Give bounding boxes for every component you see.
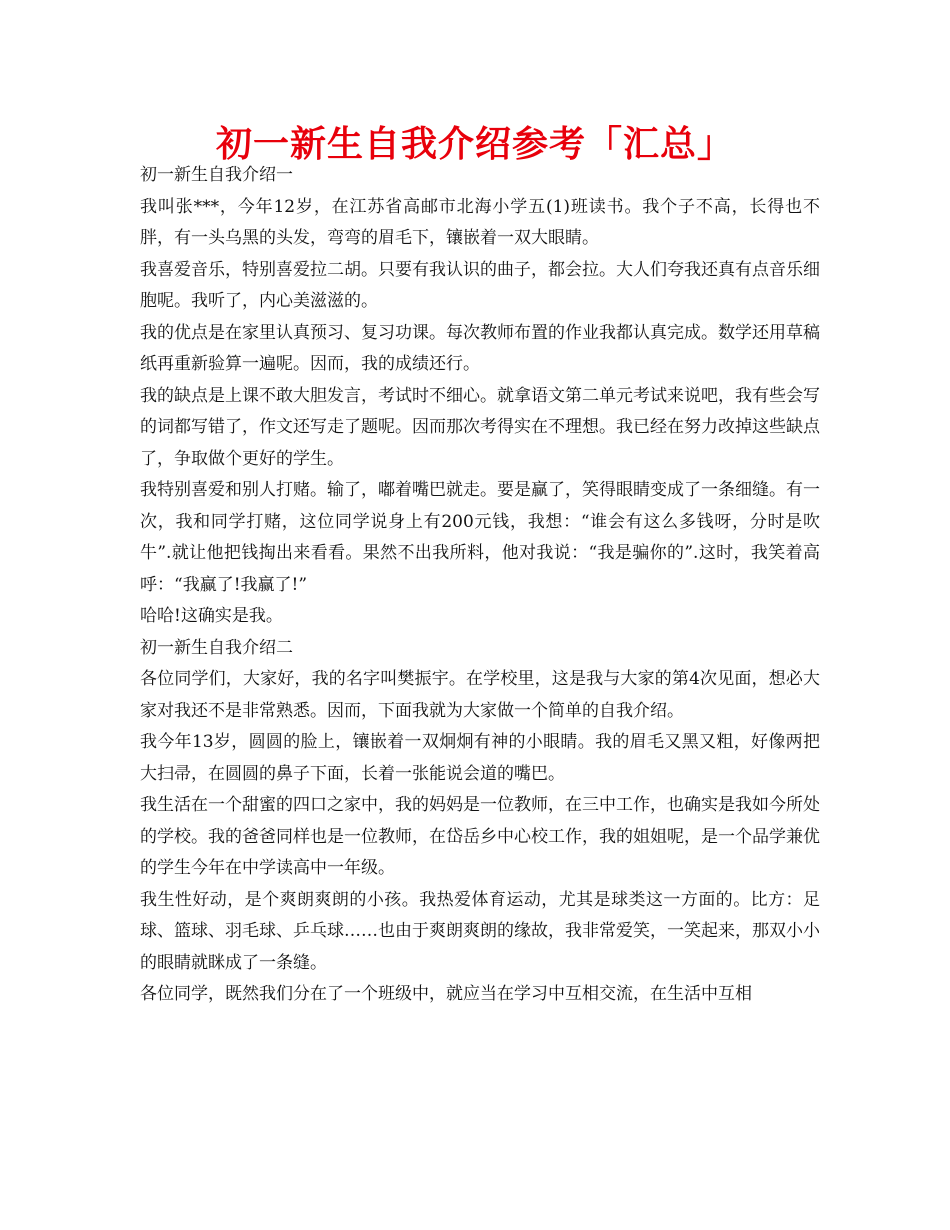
paragraph: 我叫张***，今年12岁，在江苏省高邮市北海小学五(1)班读书。我个子不高，长得也不胖，有一头乌黑的头发，弯弯的眉毛下，镶嵌着一双大眼睛。 (140, 196, 820, 248)
paragraph: 我的优点是在家里认真预习、复习功课。每次教师布置的作业我都认真完成。数学还用草稿纸再重新验算一遍呢。因而，我的成绩还行。 (140, 322, 820, 374)
section-heading: 初一新生自我介绍一 (140, 165, 293, 185)
document-body (140, 160, 820, 1011)
document-title: 初一新生自我介绍参考「汇总」 (215, 124, 734, 165)
section-heading: 初一新生自我介绍二 (140, 637, 293, 658)
paragraph: 我的缺点是上课不敢大胆发言，考试时不细心。就拿语文第二单元考试来说吧，我有些会写的词都写错了，作文还写走了题呢。因而那次考得实在不理想。我已经在努力改掉这些缺点了，争取做个更好的学生。 (140, 385, 820, 469)
paragraph: 我特别喜爱和别人打赌。输了，嘟着嘴巴就走。要是赢了，笑得眼睛变成了一条细缝。有一次，我和同学打赌，这位同学说身上有200元钱，我想：“谁会有这么多钱呀，分时是吹牛”.就让他把钱掏出来看看。果然不出我所料，他对我说：“我是骗你的”.这时，我笑着高呼：“我赢了!我赢了!” (140, 480, 820, 595)
paragraph: 我喜爱音乐，特别喜爱拉二胡。只要有我认识的曲子，都会拉。大人们夸我还真有点音乐细胞呢。我听了，内心美滋滋的。 (140, 259, 820, 311)
paragraph: 我今年13岁，圆圆的脸上，镶嵌着一双炯炯有神的小眼睛。我的眉毛又黑又粗，好像两把大扫帚，在圆圆的鼻子下面，长着一张能说会道的嘴巴。 (140, 732, 820, 784)
paragraph: 我生性好动，是个爽朗爽朗的小孩。我热爱体育运动，尤其是球类这一方面的。比方：足球、篮球、羽毛球、乒乓球……也由于爽朗爽朗的缘故，我非常爱笑，一笑起来，那双小小的眼睛就眯成了一条缝。 (140, 889, 820, 973)
paragraph: 各位同学们，大家好，我的名字叫樊振宇。在学校里，这是我与大家的第4次见面，想必大家对我还不是非常熟悉。因而，下面我就为大家做一个简单的自我介绍。 (140, 669, 820, 721)
paragraph: 各位同学，既然我们分在了一个班级中，就应当在学习中互相交流，在生活中互相 (140, 984, 752, 1004)
paragraph: 我生活在一个甜蜜的四口之家中，我的妈妈是一位教师，在三中工作，也确实是我如今所处的学校。我的爸爸同样也是一位教师，在岱岳乡中心校工作，我的姐姐呢，是一个品学兼优的学生今年在中学读高中一年级。 (140, 795, 820, 878)
paragraph: 哈哈!这确实是我。 (140, 606, 283, 626)
